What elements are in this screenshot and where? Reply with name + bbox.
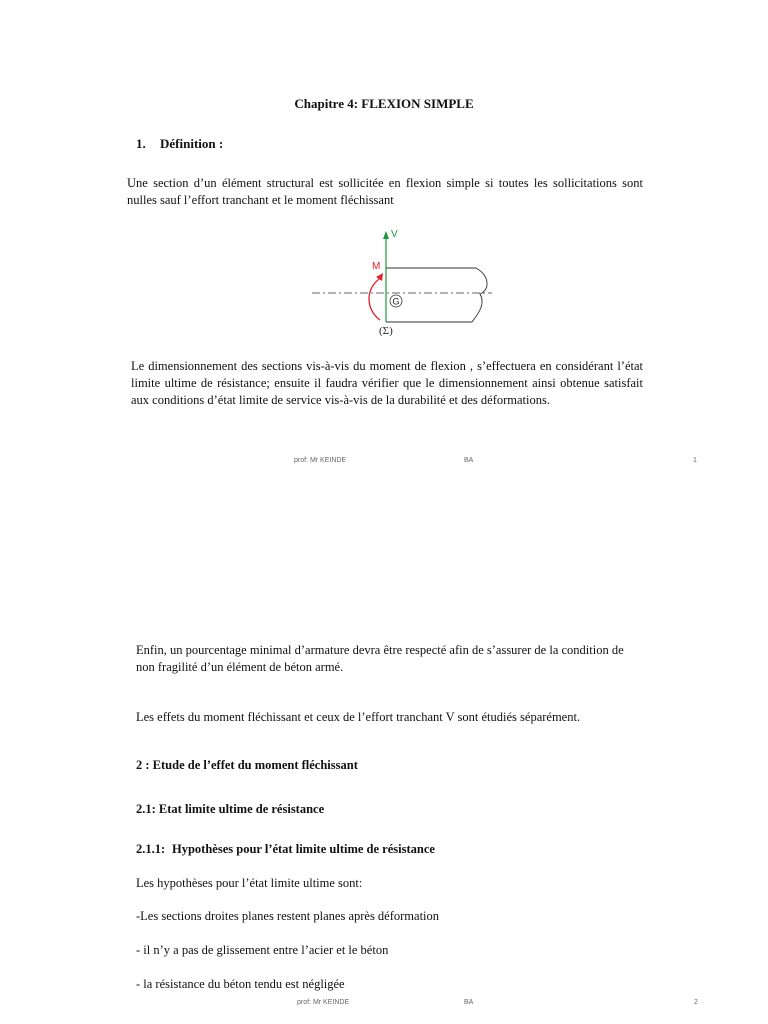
footer-course: BA xyxy=(464,999,474,1006)
section-2-heading: 2 : Etude de l’effet du moment fléchissant xyxy=(136,758,358,772)
footer-course: BA xyxy=(464,457,474,464)
section-2-1-heading: 2.1: Etat limite ultime de résistance xyxy=(136,802,325,816)
section-1-number: 1. xyxy=(136,136,146,151)
effects-paragraph: Les effets du moment fléchissant et ceux de l’effort tranchant V sont étudiés séparément. xyxy=(136,710,581,724)
hypothesis-item: - il n’y a pas de glissement entre l’acier et le béton xyxy=(136,943,389,957)
min-reinforcement-paragraph: Enfin, un pourcentage minimal d’armature devra être respecté afin de s’assurer de la condition de non fragilité d’un élément de béton armé. xyxy=(136,643,624,674)
shear-force-arrowhead xyxy=(383,231,389,239)
footer-author: prof: Mr KEINDE xyxy=(297,999,350,1006)
label-g: G xyxy=(392,296,400,307)
footer-author: prof: Mr KEINDE xyxy=(294,457,347,464)
hypothesis-item: - la résistance du béton tendu est négligée xyxy=(136,977,345,991)
label-section: (Σ) xyxy=(379,325,393,337)
section-2-1-1-heading xyxy=(136,842,435,857)
beam-outline xyxy=(386,268,487,322)
hypothesis-item: -Les sections droites planes restent planes après déformation xyxy=(136,909,440,923)
label-m: M xyxy=(372,261,381,272)
footer-page-number: 1 xyxy=(693,457,697,464)
label-v: V xyxy=(391,229,398,240)
dimensioning-paragraph: Le dimensionnement des sections vis-à-vis du moment de flexion , s’effectuera en considérant l’état limite ultime de résistance; ensuite il faudra vérifier que le dimensionnement ainsi obtenue satisfait aux conditions d’état limite de service vis-à-vis de la durabilité et des déformations. xyxy=(131,359,643,407)
footer-page-number: 2 xyxy=(694,999,698,1006)
definition-paragraph: Une section d’un élément structural est sollicitée en flexion simple si toutes les sollicitations sont nulles sauf l’effort tranchant et le moment fléchissant xyxy=(127,176,643,207)
chapter-title: Chapitre 4: FLEXION SIMPLE xyxy=(294,96,474,111)
bending-moment-arrow xyxy=(369,277,382,320)
section-1-heading xyxy=(136,136,223,152)
section-2-1-1-number: 2.1.1: xyxy=(136,842,166,856)
beam-section-figure xyxy=(300,222,510,342)
hypotheses-intro: Les hypothèses pour l’état limite ultime sont: xyxy=(136,876,363,890)
section-1-title: Définition : xyxy=(160,136,224,151)
section-2-1-1-title: Hypothèses pour l’état limite ultime de résistance xyxy=(172,842,435,856)
